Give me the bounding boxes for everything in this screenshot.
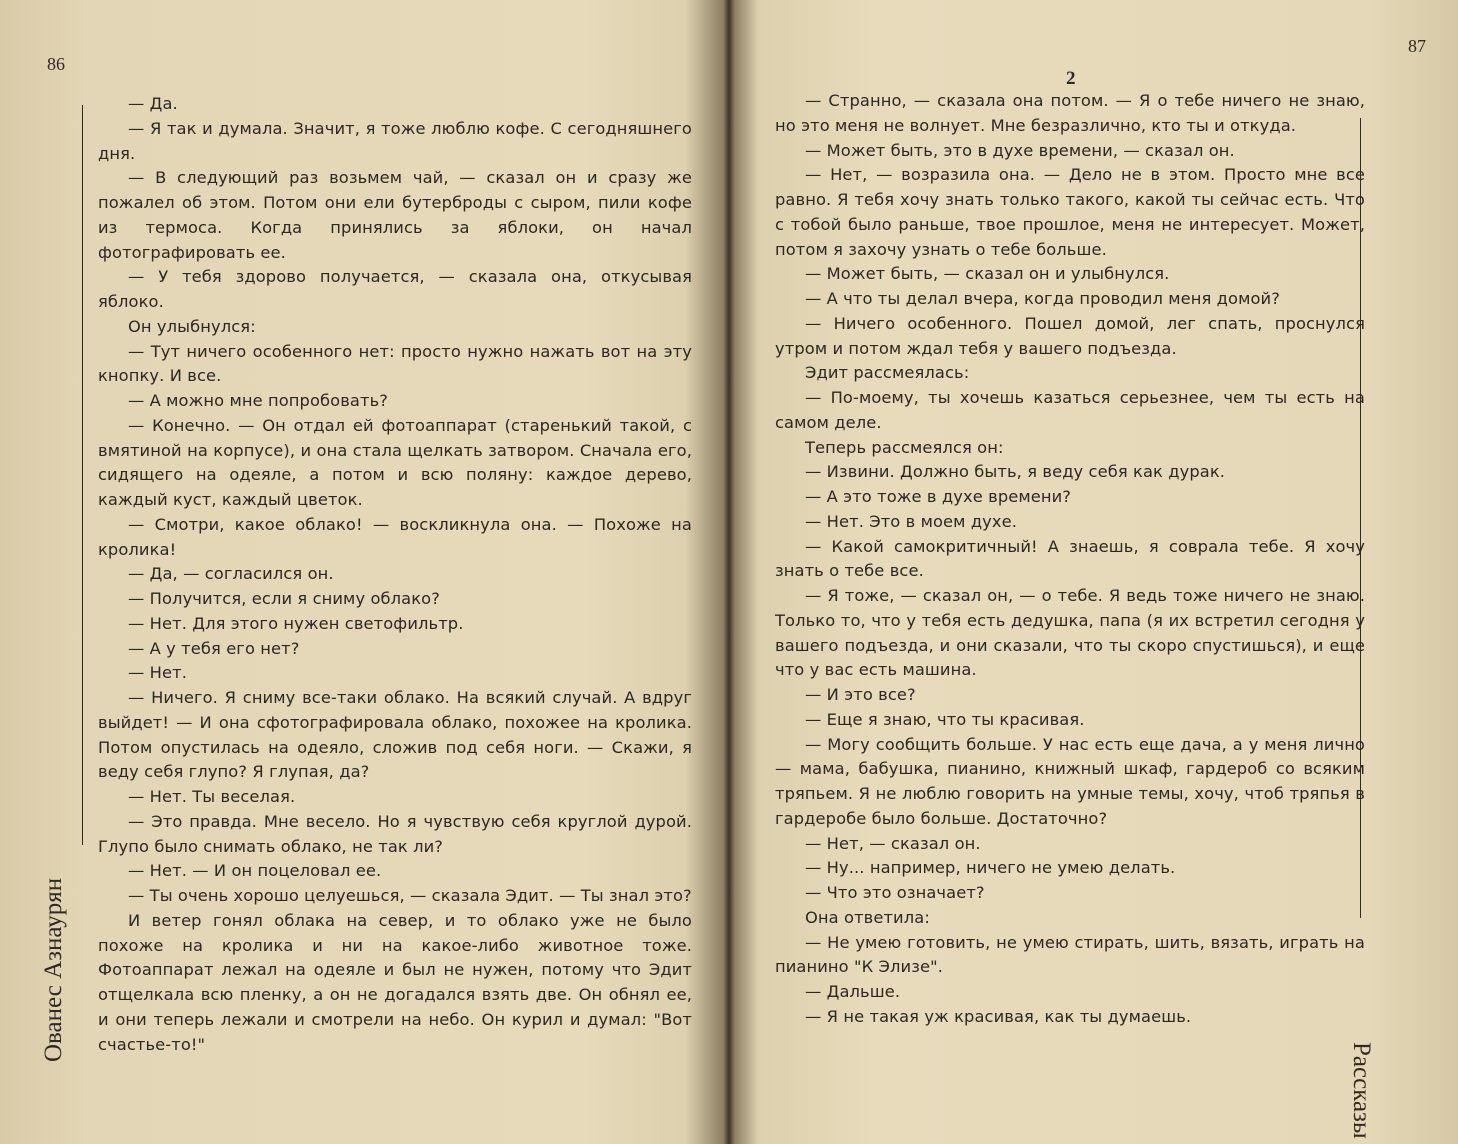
- paragraph: И ветер гонял облака на север, и то облако уже не было похоже на кролика и ни на какое-либо животное тоже. Фотоаппарат лежал на одеяле и был не нужен, потому что Эдит отщелкала всю пленку, а он не догадался взять две. Он обнял ее, и они теперь лежали и смотрели на небо. Он курил и думал: "Вот счастье-то!": [98, 910, 692, 1054]
- paragraph: — Странно, — сказала она потом. — Я о тебе ничего не знаю, но это меня не волнует. Мне безразлично, кто ты и откуда.: [775, 91, 1365, 135]
- paragraph: — Не умею готовить, не умею стирать, шить, вязать, играть на пианино "К Элизе".: [775, 932, 1365, 977]
- paragraph: — Нет, — сказал он.: [805, 833, 981, 853]
- paragraph: — У тебя здорово получается, — сказала она, откусывая яблоко.: [98, 267, 692, 311]
- paragraph: — А это тоже в духе времени?: [805, 487, 1072, 506]
- paragraph: — Нет. Ты веселая.: [128, 787, 296, 806]
- paragraph: — Дальше.: [805, 982, 901, 1001]
- paragraph: — Может быть, — сказал он и улыбнулся.: [805, 264, 1170, 284]
- paragraph: — Да, — согласился он.: [128, 564, 334, 584]
- paragraph: — Извини. Должно быть, я веду себя как дурак.: [805, 462, 1226, 482]
- paragraph: — Ты очень хорошо целуешься, — сказала Эдит. — Ты знал это?: [128, 886, 692, 905]
- paragraph: Он улыбнулся:: [128, 316, 256, 336]
- paragraph: — Что это означает?: [805, 883, 985, 902]
- paragraph: Она ответила:: [805, 907, 930, 927]
- paragraph: — Смотри, какое облако! — воскликнула она. — Похоже на кролика!: [98, 514, 692, 559]
- left-page-text: [98, 92, 692, 1057]
- paragraph: — Я не такая уж красивая, как ты думаешь.: [805, 1006, 1192, 1026]
- paragraph: — И это все?: [805, 685, 916, 704]
- left-page: [0, 0, 728, 1144]
- paragraph: — Я тоже, — сказал он, — о тебе. Я ведь тоже ничего не знаю. Только то, что у тебя есть дедушка, папа (я их встретил сегодня у вашего подъезда, и они сказали, что ты скоро спустишься), и еще что у вас есть машина.: [775, 586, 1365, 680]
- paragraph: — Я так и думала. Значит, я тоже люблю кофе. С сегодняшнего дня.: [98, 118, 692, 163]
- paragraph: — А у тебя его нет?: [128, 638, 300, 658]
- paragraph: — Ну... например, ничего не умею делать.: [805, 858, 1176, 878]
- right-page: [738, 0, 1458, 1144]
- right-page-text: [775, 89, 1365, 1030]
- paragraph: — Получится, если я сниму облако?: [128, 589, 440, 608]
- chapter-number: 2: [1066, 68, 1076, 89]
- page-number-right: 87: [1408, 36, 1426, 56]
- paragraph: — Еще я знаю, что ты красивая.: [805, 709, 1085, 729]
- margin-rule-left: [82, 105, 83, 845]
- paragraph: Теперь рассмеялся он:: [805, 437, 1004, 457]
- page-number-left: 86: [47, 54, 65, 74]
- paragraph: Эдит рассмеялась:: [805, 363, 970, 383]
- paragraph: — А что ты делал вчера, когда проводил меня домой?: [805, 289, 1280, 308]
- paragraph: — Конечно. — Он отдал ей фотоаппарат (старенький такой, с вмятиной на корпусе), и она стала щелкать затвором. Сначала его, сидящего на одеяле, а потом и всю поляну: каждое дерево, каждый куст, каждый цветок.: [98, 415, 692, 509]
- paragraph: — Нет.: [128, 663, 187, 683]
- paragraph: — Нет, — возразила она. — Дело не в этом. Просто мне все равно. Я тебя хочу знать только такого, какой ты сейчас есть. Что с тобой было раньше, твое прошлое, меня не интересует. Может, потом я захочу узнать о тебе больше.: [775, 165, 1365, 259]
- paragraph: — Тут ничего особенного нет: просто нужно нажать вот на эту кнопку. И все.: [98, 341, 692, 386]
- section-running-head: Рассказы: [1348, 1042, 1375, 1139]
- paragraph: — Какой самокритичный! А знаешь, я соврала тебе. Я хочу знать о тебе все.: [775, 536, 1365, 581]
- paragraph: — Да.: [128, 94, 178, 113]
- paragraph: — Может быть, это в духе времени, — сказал он.: [805, 140, 1235, 160]
- paragraph: — По-моему, ты хочешь казаться серьезнее, чем ты есть на самом деле.: [775, 388, 1365, 432]
- author-running-head: Ованес Азнаурян: [40, 877, 67, 1062]
- paragraph: — Нет. — И он поцеловал ее.: [128, 861, 382, 881]
- paragraph: — Могу сообщить больше. У нас есть еще дача, а у меня лично — мама, бабушка, пианино, книжный шкаф, гардероб со всяким тряпьем. Я не люблю говорить на умные темы, хочу, чтоб тряпья в гардеробе было больше. Достаточно?: [775, 734, 1365, 828]
- paragraph: — Это правда. Мне весело. Но я чувствую себя круглой дурой. Глупо было снимать облако, не так ли?: [98, 811, 692, 856]
- paragraph: — В следующий раз возьмем чай, — сказал он и сразу же пожалел об этом. Потом они ели бутерброды с сыром, пили кофе из термоса. Когда принялись за яблоки, он начал фотографировать ее.: [98, 168, 692, 262]
- paragraph: — Ничего особенного. Пошел домой, лег спать, проснулся утром и потом ждал тебя у вашего подъезда.: [775, 313, 1365, 358]
- paragraph: — А можно мне попробовать?: [128, 391, 389, 410]
- paragraph: — Ничего. Я сниму все-таки облако. На всякий случай. А вдруг выйдет! — И она сфотографировала облако, похожее на кролика. Потом опустилась на одеяло, сложив под себя ноги. — Скажи, я веду себя глупо? Я глупая, да?: [98, 688, 692, 782]
- paragraph: — Нет. Это в моем духе.: [805, 511, 1018, 531]
- paragraph: — Нет. Для этого нужен светофильтр.: [128, 613, 464, 633]
